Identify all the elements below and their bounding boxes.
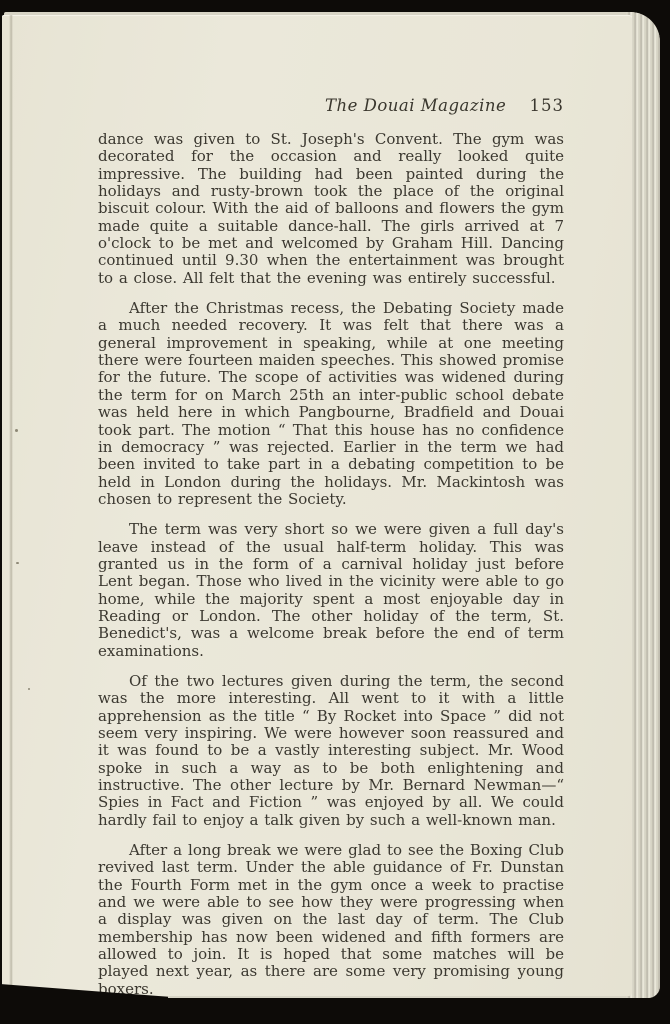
paragraph-short-term: The term was very short so we were given a full day's leave instead of the usual half-term holiday. This was granted us in the form of a carnival holiday just before Lent began. Those who lived in the vicinity were able to go home, while the majority spent a most enjoyable day in Reading or London. The other holiday of the term, St. Benedict's, was a welcome break before the end of term examinations. (98, 520, 564, 660)
spine-crease (9, 15, 13, 996)
magazine-title: The Douai Magazine (324, 96, 507, 115)
paragraph-lectures: Of the two lectures given during the term, the second was the more interesting. All went to it with a little apprehension as the title “ By Rocket into Space ” did not seem very inspiring. We were however soon reassured and it was found to be a vastly interesting subject. Mr. Wood spoke in such a way as to be both enlightening and instructive. The other lecture by Mr. Bernard Newman—“ Spies in Fact and Fiction ” was enjoyed by all. We could hardly fail to enjoy a talk given by such a well-known man. (98, 671, 564, 829)
paper-speck (15, 429, 18, 432)
paper-speck (16, 562, 19, 564)
page-header (98, 96, 564, 115)
paper-speck (28, 688, 30, 690)
paragraph-boxing-club: After a long break we were glad to see the Boxing Club revived last term. Under the able guidance of Fr. Dunstan the Fourth Form met in the gym once a week to practise and we were able to see how they were progressing when a display was given on the last day of term. The Club membership has now been widened and fifth formers are allowed to join. It is hoped that some matches will be played next year, as there are some very promising young boxers. (98, 841, 564, 998)
paragraph-debating-society: After the Christmas recess, the Debating Society made a much needed recovery. It was felt that there was a general improvement in speaking, while at one meeting there were fourteen maiden speeches. This showed promise for the future. The scope of activities was widened during the term for on March 25th an inter-public school debate was held here in which Pangbourne, Bradfield and Douai took part. The motion “ That this house has no confidence in democracy ” was rejected. Earlier in the term we had been invited to take part in a debating competition to be held in London during the holidays. Mr. Mackintosh was chosen to represent the Society. (98, 299, 564, 508)
paragraph-dance: dance was given to St. Joseph's Convent. The gym was decorated for the occasion and really looked quite impressive. The building had been painted during the holidays and rusty-brown took the place of the original biscuit colour. With the aid of balloons and flowers the gym made quite a suitable dance-hall. The girls arrived at 7 o'clock to be met and welcomed by Graham Hill. Dancing continued until 9.30 when the entertainment was brought to a close. All felt that the evening was entirely successful. (98, 130, 564, 287)
page-number: 153 (529, 96, 564, 115)
page-text (98, 131, 564, 1011)
book-page (2, 15, 632, 996)
